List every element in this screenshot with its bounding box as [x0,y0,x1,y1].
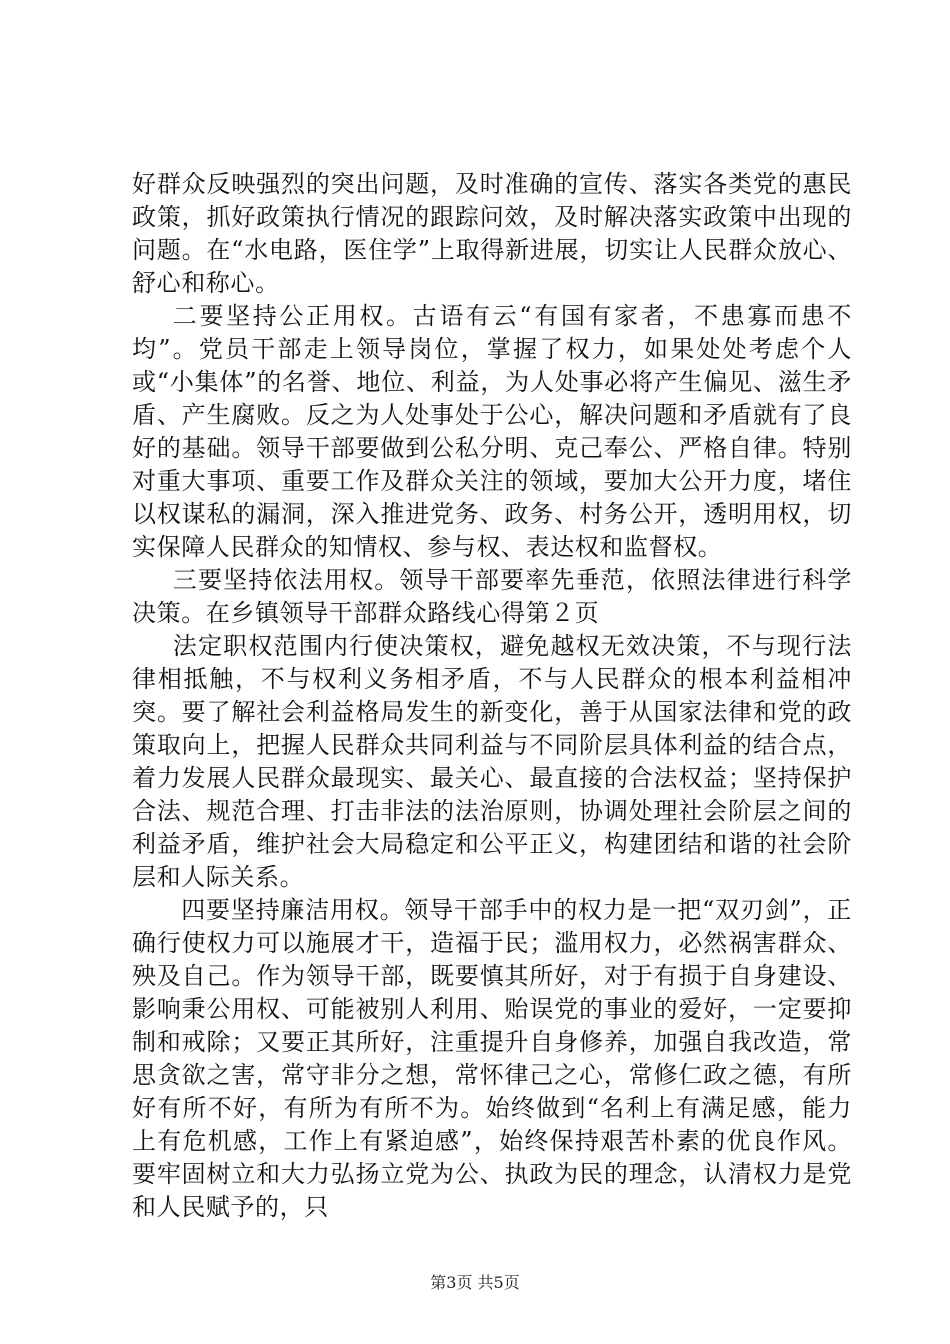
paragraph-clean-use-of-power: 四要坚持廉洁用权。领导干部手中的权力是一把“双刃剑”，正确行使权力可以施展才干，造福于民；滥用权力，必然祸害群众、殃及自己。作为领导干部，既要慎其所好，对于有损于自身建设、影响秉公用权、可能被别人利用、贻误党的事业的爱好，一定要抑制和戒除；又要正其所好，注重提升自身修养，加强自我改造，常思贪欲之害，常守非分之想，常怀律己之心，常修仁政之德，有所好有所不好，有所为有所不为。始终做到“名利上有满足感，能力上有危机感，工作上有紧迫感”，始终保持艰苦朴素的优良作风。要牢固树立和大力弘扬立党为公、执政为民的理念，认清权力是党和人民赋予的，只 [132,896,852,1221]
paragraph-decision-making: 法定职权范围内行使决策权，避免越权无效决策，不与现行法律相抵触，不与权利义务相矛盾，不与人民群众的根本利益相冲突。要了解社会利益格局发生的新变化，善于从国家法律和党的政策取向上，把握人民群众共同利益与不同阶层具体利益的结合点，着力发展人民群众最现实、最关心、最直接的合法权益；坚持保护合法、规范合理、打击非法的法治原则，协调处理社会阶层之间的利益矛盾，维护社会大局稳定和公平正义，构建团结和谐的社会阶层和人际关系。 [132,632,852,891]
paragraph-lawful-use-of-power: 三要坚持依法用权。领导干部要率先垂范，依照法律进行科学决策。在乡镇领导干部群众路线心得第２页 [132,566,852,627]
page-footer: 第3页 共5页 [430,1273,520,1292]
document-body [132,168,852,1224]
paragraph-continuation: 好群众反映强烈的突出问题，及时准确的宣传、落实各类党的惠民政策，抓好政策执行情况的跟踪问效，及时解决落实政策中出现的问题。在“水电路，医住学”上取得新进展，切实让人民群众放心、舒心和称心。 [132,170,852,297]
paragraph-fair-use-of-power: 二要坚持公正用权。古语有云“有国有家者，不患寡而患不均”。党员干部走上领导岗位，掌握了权力，如果处处考虑个人或“小集体”的名誉、地位、利益，为人处事必将产生偏见、滋生矛盾、产生腐败。反之为人处事处于公心，解决问题和矛盾就有了良好的基础。领导干部要做到公私分明、克己奉公、严格自律。特别对重大事项、重要工作及群众关注的领域，要加大公开力度，堵住以权谋私的漏洞，深入推进党务、政务、村务公开，透明用权，切实保障人民群众的知情权、参与权、表达权和监督权。 [132,302,852,561]
